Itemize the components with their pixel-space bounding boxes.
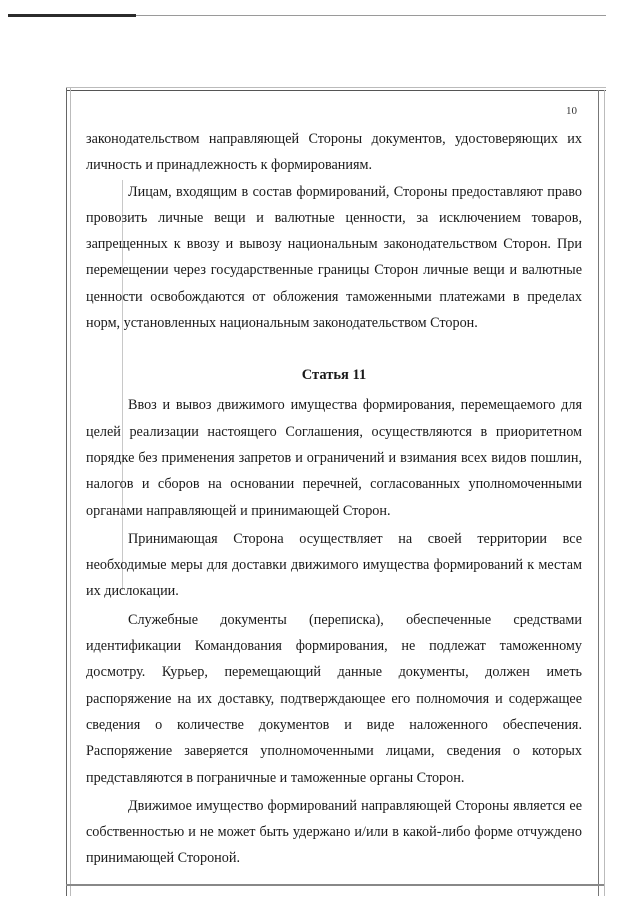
page-frame-bottom bbox=[66, 884, 604, 886]
page-frame-top-outer bbox=[66, 87, 606, 88]
scan-artifact-top-line bbox=[136, 15, 606, 16]
article-title: Статья 11 bbox=[301, 367, 367, 384]
page-frame-right bbox=[598, 90, 599, 896]
page-frame-left-inner bbox=[70, 88, 71, 896]
paragraph-continuation: законодательством направляющей Стороны документов, удостоверяющих их личность и принадлежность к формированиям. bbox=[86, 131, 582, 174]
page-frame-top bbox=[66, 90, 606, 91]
document-body bbox=[86, 126, 582, 872]
article-paragraph-official-documents: Служебные документы (переписка), обеспеченные средствами идентификации Командования формирования, не подлежат таможенному досмотру. Курьер, перемещающий данные документы, должен иметь распоряжение на их доставку, подтверждающее его полномочия и содержащее сведения о количестве документов и виде наложенного обеспечения. Распоряжение заверяется уполномоченными лицами, сведения о которых представляются в пограничные и таможенные органы Сторон. bbox=[86, 611, 582, 786]
page-frame-right-outer bbox=[604, 90, 605, 896]
article-paragraph-import-export: Ввоз и вывоз движимого имущества формирования, перемещаемого для целей реализации настоящего Соглашения, осуществляются в приоритетном порядке без применения запретов и ограничений и взимания всех видов пошлин, налогов и сборов на основании перечней, согласованных уполномоченными органами направляющей и принимающей Сторон. bbox=[86, 397, 582, 519]
article-paragraph-property-ownership: Движимое имущество формирований направляющей Стороны является ее собственностью и не может быть удержано и/или в какой-либо форме отчуждено принимающей Стороной. bbox=[86, 797, 582, 867]
page-frame-left bbox=[66, 88, 67, 896]
scan-artifact-top-bar bbox=[8, 14, 136, 17]
paragraph-personal-belongings: Лицам, входящим в состав формирований, Стороны предоставляют право провозить личные вещи и валютные ценности, за исключением товаров, запрещенных к ввозу и вывозу национальным законодательством Сторон. При перемещении через государственные границы Сторон личные вещи и валютные ценности освобождаются от обложения таможенными платежами в пределах норм, установленных национальным законодательством Сторон. bbox=[86, 183, 582, 332]
page-number: 10 bbox=[566, 105, 577, 117]
article-paragraph-delivery-measures: Принимающая Сторона осуществляет на своей территории все необходимые меры для доставки движимого имущества формирований к местам их дислокации. bbox=[86, 530, 582, 600]
